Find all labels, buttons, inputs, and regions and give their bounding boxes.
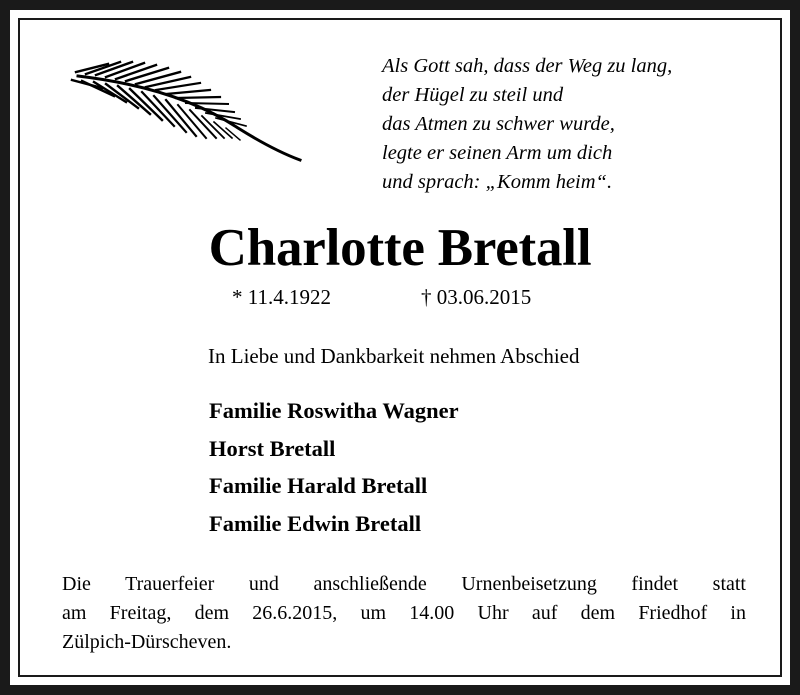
farewell-text: In Liebe und Dankbarkeit nehmen Abschied [208,344,580,368]
deceased-name: Charlotte Bretall [208,219,592,277]
family-list [209,392,459,542]
notice-line: Zülpich-Dürscheven. [62,631,232,653]
poem [382,52,672,197]
birth-date: * 11.4.1922 [232,285,331,309]
poem-line: Als Gott sah, dass der Weg zu lang, [382,55,673,77]
poem-line: legte er seinen Arm um dich [382,142,613,164]
poem-line: und sprach: „Komm heim“. [382,171,613,193]
notice-line: Die Trauerfeier und anschließende Urnenbeisetzung findet statt [62,573,746,595]
funeral-notice [62,570,746,657]
poem-line: der Hügel zu steil und [382,84,564,106]
family-name: Horst Bretall [209,435,336,461]
family-name: Familie Roswitha Wagner [209,398,459,423]
family-name: Familie Edwin Bretall [209,510,422,536]
notice-line: am Freitag, dem 26.6.2015, um 14.00 Uhr auf dem Friedhof in [62,602,746,624]
death-date: † 03.06.2015 [421,285,532,309]
palm-branch-icon [68,58,308,166]
poem-line: das Atmen zu schwer wurde, [382,113,615,135]
family-name: Familie Harald Bretall [209,473,428,498]
